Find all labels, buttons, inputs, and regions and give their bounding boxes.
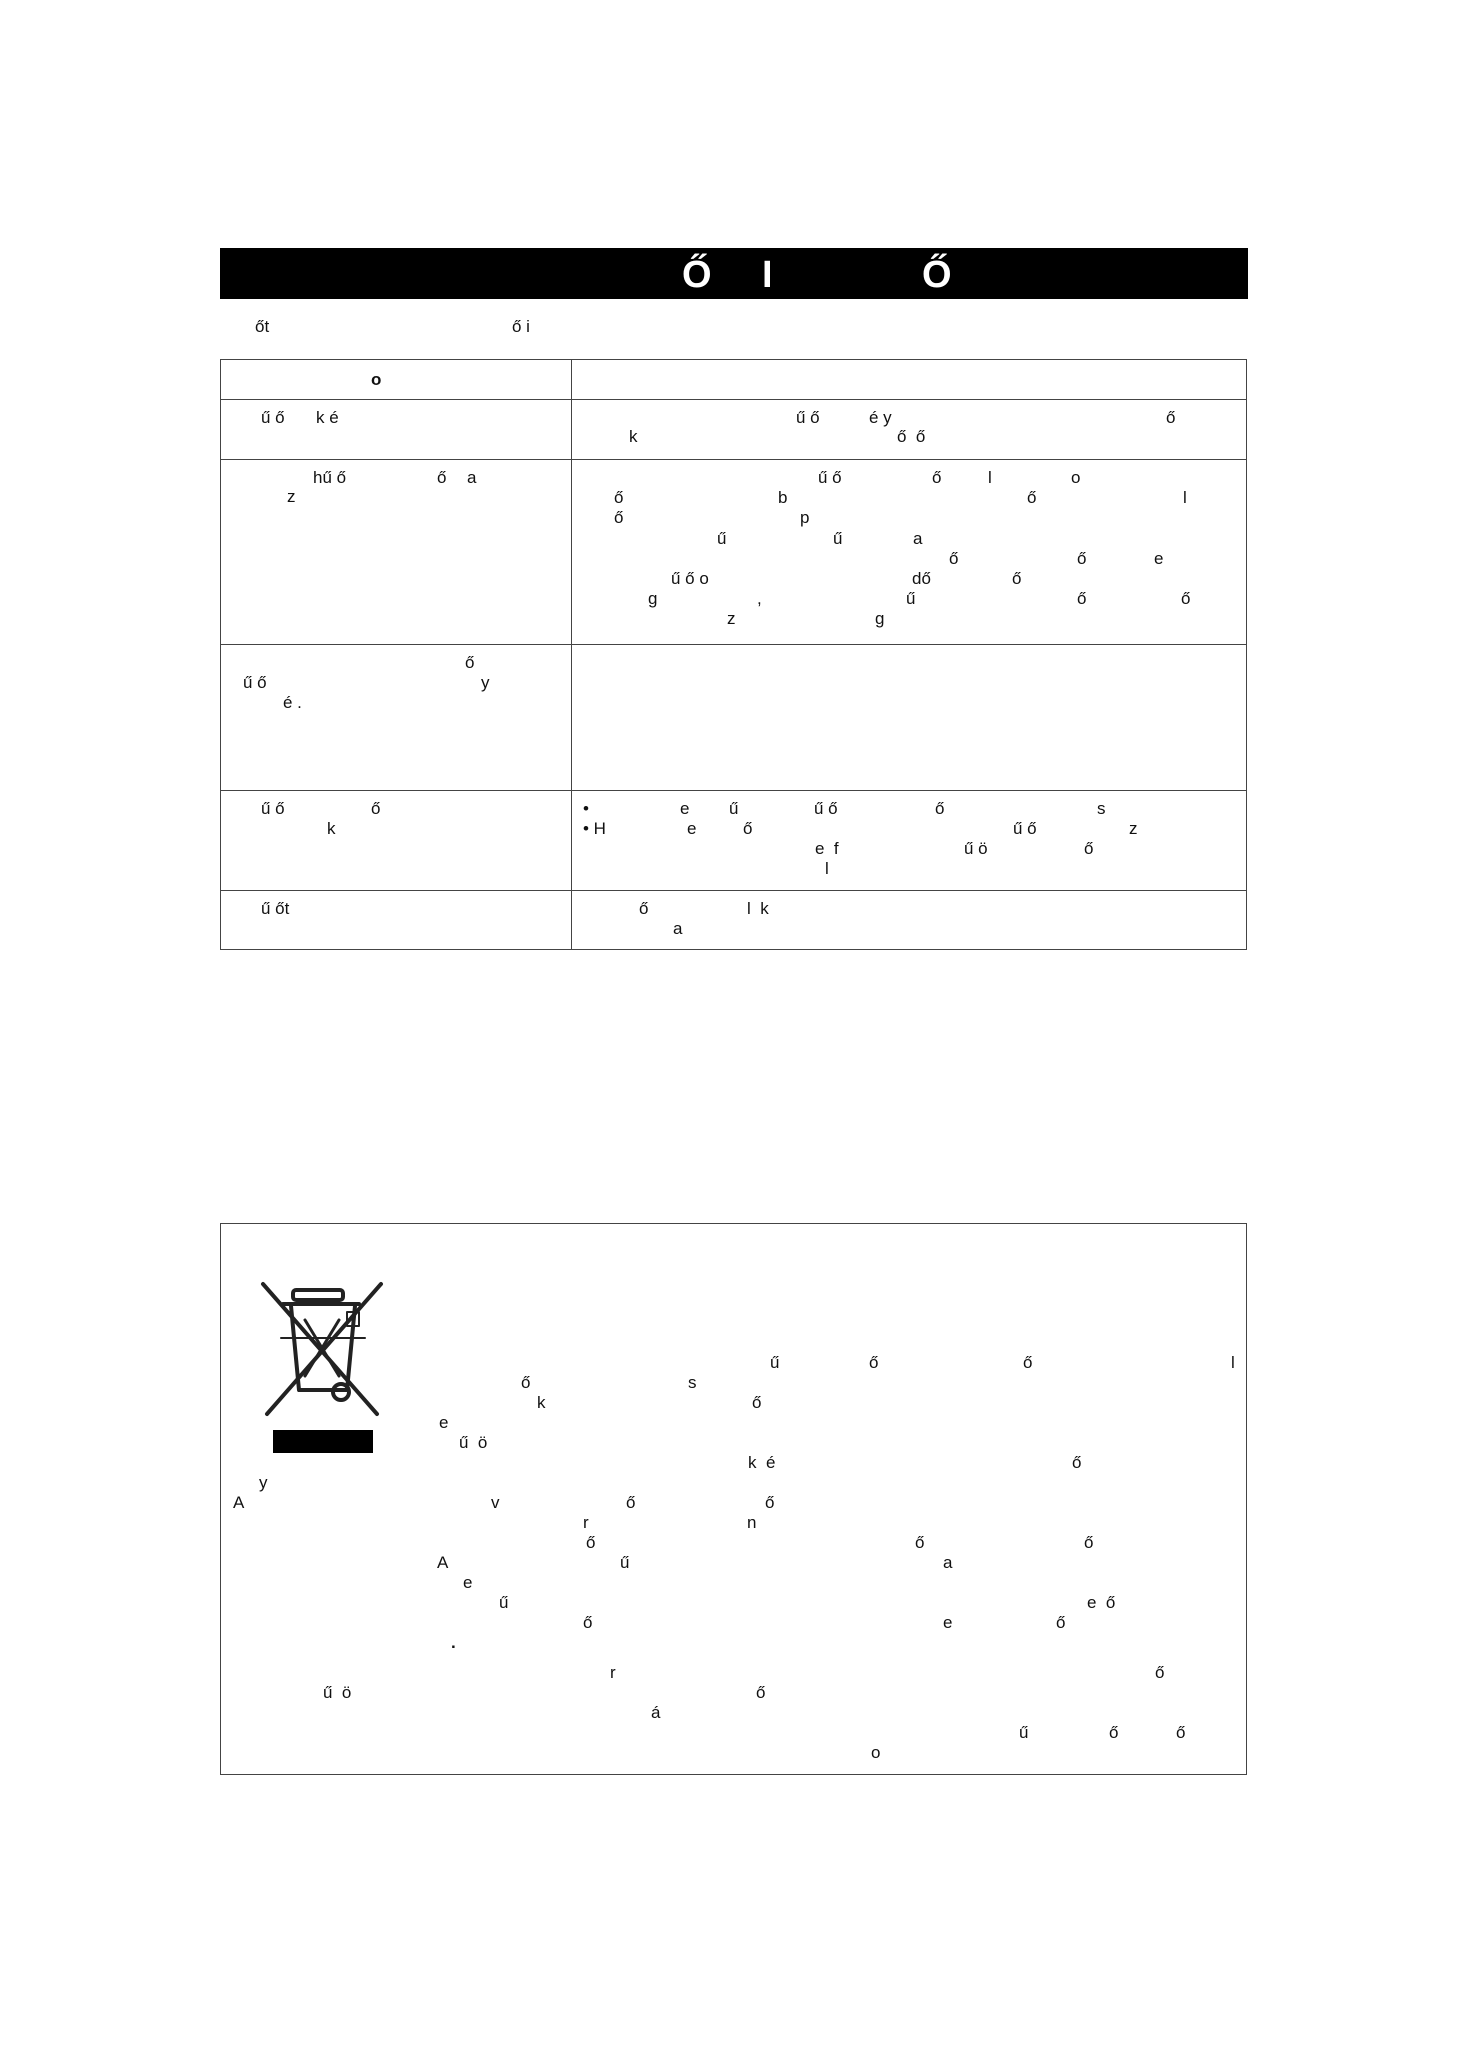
table-cell-text: ő <box>1077 549 1087 568</box>
table-cell-text: ű <box>729 799 739 818</box>
notice-text: ő <box>756 1683 766 1702</box>
title-glyph: Ő <box>682 254 712 296</box>
table-cell-text: ő <box>1084 839 1094 858</box>
notice-text: k é <box>748 1453 776 1472</box>
table-cell-text: e <box>687 819 697 838</box>
table-cell-text: ő <box>949 549 959 568</box>
table-cell-text: , <box>757 589 762 608</box>
notice-text: ő <box>1084 1533 1094 1552</box>
notice-text: ő <box>869 1353 879 1372</box>
table-cell-text: ű ő o <box>671 569 709 588</box>
notice-text: A <box>437 1553 449 1572</box>
table-cell-text: ű <box>833 529 843 548</box>
row-divider <box>221 644 1246 645</box>
notice-text: l <box>1231 1353 1235 1372</box>
section-title-bar <box>220 248 1248 299</box>
table-cell-text: z <box>287 487 296 506</box>
table-cell-text: ű ő <box>796 408 820 427</box>
table-cell-text: l k <box>747 899 769 918</box>
table-cell-text: ő <box>614 508 624 527</box>
notice-text: s <box>688 1373 697 1392</box>
table-cell-text: ű ő <box>1013 819 1037 838</box>
notice-text: ű ö <box>323 1683 352 1702</box>
table-cell-text: ő <box>639 899 649 918</box>
notice-text: ő <box>1056 1613 1066 1632</box>
row-divider <box>221 890 1246 891</box>
table-cell-text: z <box>727 609 736 628</box>
notice-text: v <box>491 1493 500 1512</box>
notice-text: A <box>233 1493 245 1512</box>
notice-text: e <box>943 1613 953 1632</box>
table-cell-text: l <box>825 859 829 878</box>
notice-text: r <box>610 1663 616 1682</box>
table-cell-text: ű őt <box>261 899 290 918</box>
table-cell-text: ű ő <box>243 673 267 692</box>
table-cell-text: b <box>778 488 788 507</box>
table-cell-text: ű ő <box>261 408 285 427</box>
notice-text: ő <box>1176 1723 1186 1742</box>
table-cell-text: é . <box>283 693 302 712</box>
table-cell-text: é y <box>869 408 892 427</box>
notice-text: k <box>537 1393 546 1412</box>
row-divider <box>221 459 1246 460</box>
notice-text: ő <box>752 1393 762 1412</box>
notice-text: ű <box>1019 1723 1029 1742</box>
notice-text: ő <box>521 1373 531 1392</box>
notice-text: ű <box>620 1553 630 1572</box>
notice-text: ő <box>1072 1453 1082 1472</box>
table-cell-text: y <box>481 673 490 692</box>
table-cell-text: ő ő <box>897 427 926 446</box>
notice-text: ő <box>583 1613 593 1632</box>
table-cell-text: ő <box>932 468 942 487</box>
table-cell-text: ő <box>437 468 447 487</box>
intro-text: őt <box>255 317 270 336</box>
notice-text: ő <box>1109 1723 1119 1742</box>
table-cell-text: ő <box>1027 488 1037 507</box>
table-cell-text: ő <box>614 488 624 507</box>
crossed-out-bin-icon <box>259 1280 387 1420</box>
notice-text: á <box>651 1703 661 1722</box>
table-cell-text: ő <box>1012 569 1022 588</box>
weee-solid-bar <box>273 1430 373 1453</box>
notice-text: ő <box>765 1493 775 1512</box>
table-cell-text: ű ö <box>964 839 988 858</box>
table-cell-text: a <box>913 529 923 548</box>
notice-text: o <box>871 1743 881 1762</box>
table-cell-text: k <box>629 427 638 446</box>
table-cell-text: a <box>467 468 477 487</box>
notice-text: n <box>747 1513 757 1532</box>
table-cell-text: l <box>988 468 992 487</box>
notice-text: e <box>463 1573 473 1592</box>
notice-text: y <box>259 1473 268 1492</box>
intro-text: ő i <box>512 317 530 336</box>
table-cell-text: e <box>1154 549 1164 568</box>
table-cell-text: e <box>680 799 690 818</box>
table-cell-text: o <box>1071 468 1081 487</box>
notice-text: ő <box>1023 1353 1033 1372</box>
table-cell-text: ő <box>1181 589 1191 608</box>
table-cell-text: ő <box>743 819 753 838</box>
notice-text: r <box>583 1513 589 1532</box>
notice-text: e ő <box>1087 1593 1116 1612</box>
table-header: o <box>371 370 382 389</box>
table-cell-text: ű <box>717 529 727 548</box>
table-cell-text: ű <box>906 589 916 608</box>
notice-text: ű <box>770 1353 780 1372</box>
table-cell-text: s <box>1097 799 1106 818</box>
table-cell-text: ő <box>371 799 381 818</box>
notice-text: ű ö <box>459 1433 488 1452</box>
table-cell-text: g <box>648 589 658 608</box>
table-cell-text: dő <box>912 569 931 588</box>
table-cell-text: • H <box>583 819 606 838</box>
notice-text: ő <box>626 1493 636 1512</box>
notice-text: e <box>439 1413 449 1432</box>
table-cell-text: ű ő <box>261 799 285 818</box>
troubleshooting-table <box>220 359 1247 950</box>
column-divider <box>571 360 572 949</box>
notice-text: ő <box>1155 1663 1165 1682</box>
table-cell-text: ő <box>1166 408 1176 427</box>
notice-text: . <box>451 1633 456 1652</box>
notice-text: ű <box>499 1593 509 1612</box>
notice-text: ő <box>915 1533 925 1552</box>
table-cell-text: • <box>583 799 589 818</box>
notice-text: a <box>943 1553 953 1572</box>
notice-text: ő <box>586 1533 596 1552</box>
table-cell-text: k <box>327 819 336 838</box>
row-divider <box>221 790 1246 791</box>
table-cell-text: hű ő <box>313 468 347 487</box>
table-cell-text: ű ő <box>818 468 842 487</box>
row-divider <box>221 399 1246 400</box>
table-cell-text: g <box>875 609 885 628</box>
table-cell-text: k é <box>316 408 339 427</box>
table-cell-text: z <box>1129 819 1138 838</box>
table-cell-text: ű ő <box>814 799 838 818</box>
table-cell-text: a <box>673 919 683 938</box>
disposal-notice-box <box>220 1223 1247 1775</box>
table-cell-text: ő <box>935 799 945 818</box>
title-glyph: I <box>762 254 773 296</box>
table-cell-text: ő <box>465 653 475 672</box>
table-cell-text: l <box>1183 488 1187 507</box>
table-cell-text: ő <box>1077 589 1087 608</box>
title-glyph: Ő <box>922 254 952 296</box>
table-cell-text: e f <box>815 839 839 858</box>
table-cell-text: p <box>800 508 810 527</box>
